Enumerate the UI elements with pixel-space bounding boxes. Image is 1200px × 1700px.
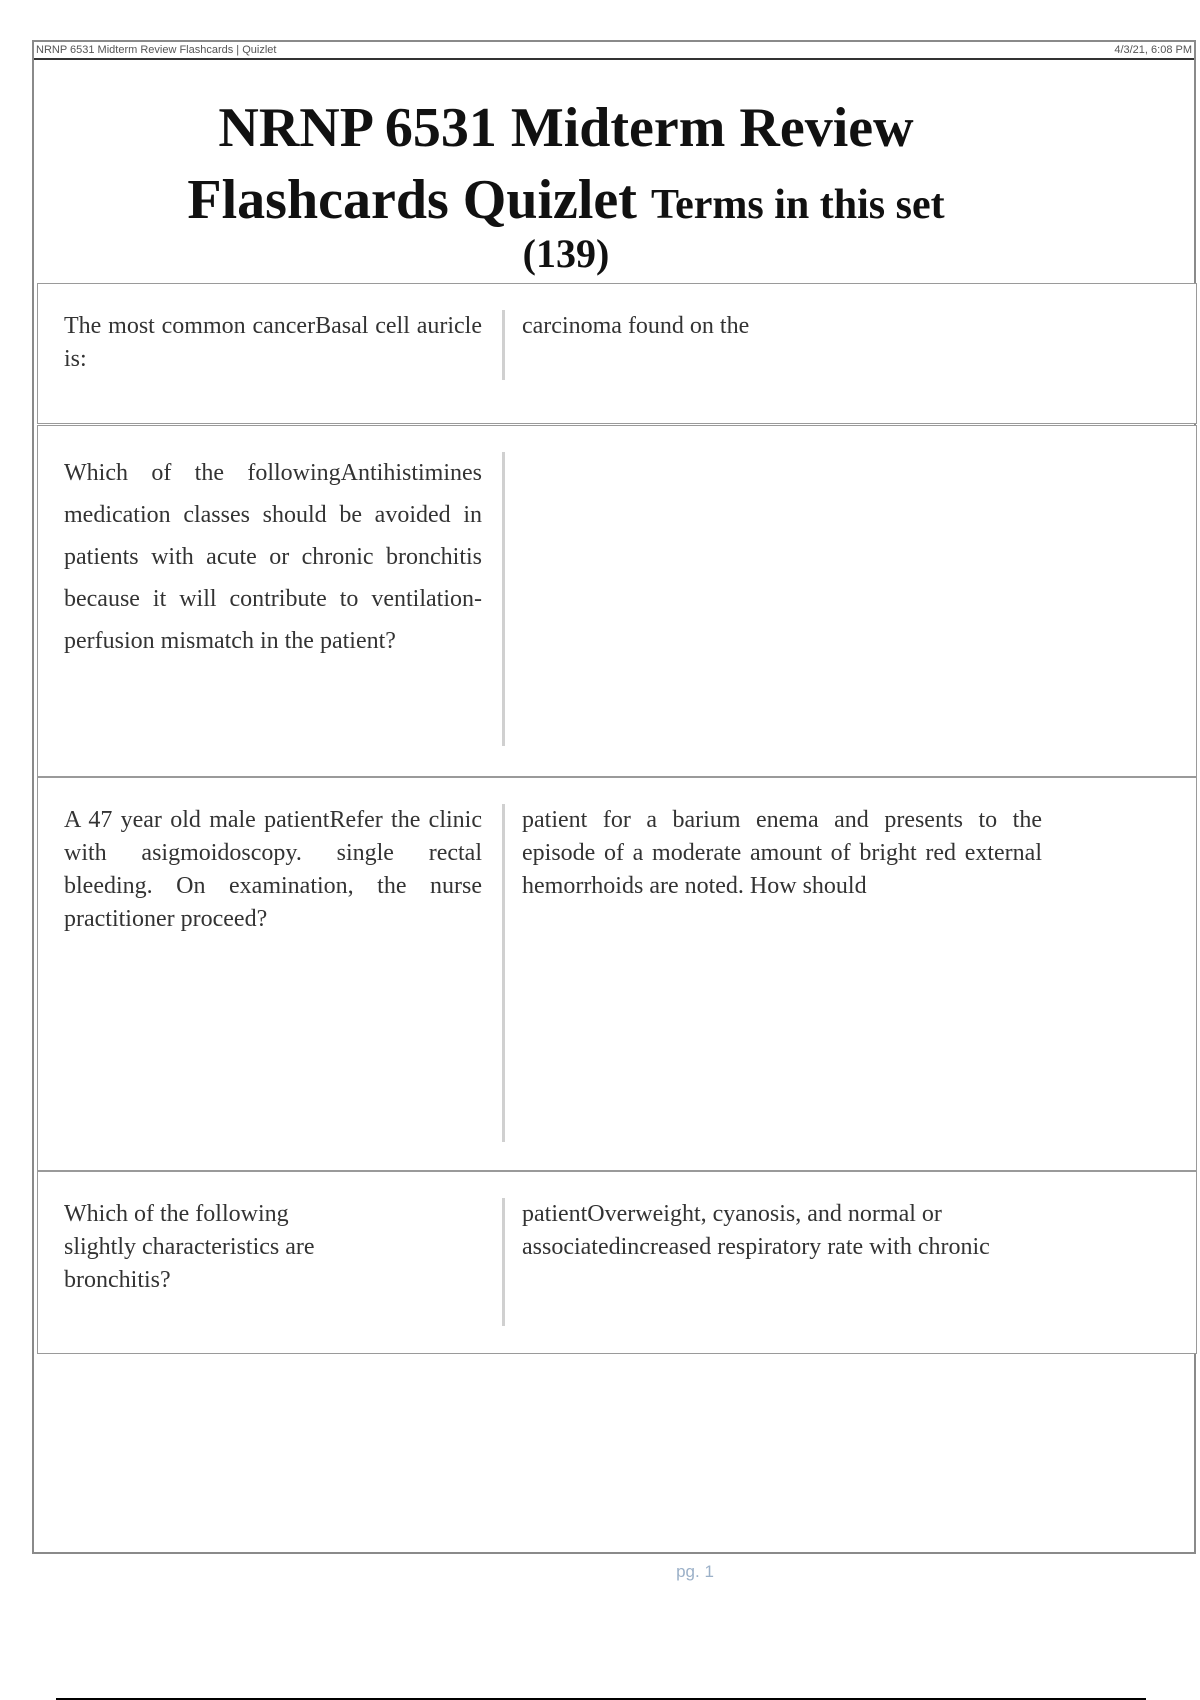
flashcard[interactable] bbox=[37, 283, 1197, 424]
flashcard[interactable] bbox=[37, 1171, 1197, 1354]
page-title bbox=[34, 92, 1098, 241]
title-line-2-text: Flashcards Quizlet bbox=[187, 169, 637, 231]
card-divider bbox=[502, 804, 505, 1142]
flashcard-term: Which of the followingAntihistimines medication classes should be avoided in patients with acute or chronic bronchitis because it will contribute to ventilation-perfusion mismatch in the patient? bbox=[64, 460, 482, 654]
print-header bbox=[34, 44, 1194, 60]
flashcard-term: The most common cancerBasal cell auricle is: bbox=[64, 313, 482, 372]
page-number: pg. 1 bbox=[676, 1562, 714, 1581]
flashcard-definition: patient for a barium enema and presents to the episode of a moderate amount of bright red external hemorrhoids are noted. How should bbox=[522, 807, 1042, 899]
flashcard-definition: carcinoma found on the bbox=[522, 313, 750, 339]
flashcard-definition: patientOverweight, cyanosis, and normal or associatedincreased respiratory rate with chronic bbox=[522, 1201, 990, 1260]
title-line-1: NRNP 6531 Midterm Review bbox=[218, 97, 914, 159]
card-divider bbox=[502, 1198, 505, 1326]
terms-subtitle: Terms in this set bbox=[650, 182, 945, 228]
flashcard-term: A 47 year old male patientRefer the clinic with asigmoidoscopy. single rectal bleeding. On examination, the nurse practitioner proceed? bbox=[64, 807, 482, 932]
card-divider bbox=[502, 452, 505, 746]
header-title: NRNP 6531 Midterm Review Flashcards | Quizlet bbox=[36, 44, 277, 56]
terms-count: (139) bbox=[522, 231, 610, 276]
header-timestamp: 4/3/21, 6:08 PM bbox=[1114, 44, 1192, 56]
card-divider bbox=[502, 310, 505, 380]
flashcard-term: Which of the following slightly characteristics are bronchitis? bbox=[64, 1201, 315, 1293]
flashcard[interactable] bbox=[37, 425, 1197, 777]
flashcard[interactable] bbox=[37, 777, 1197, 1171]
